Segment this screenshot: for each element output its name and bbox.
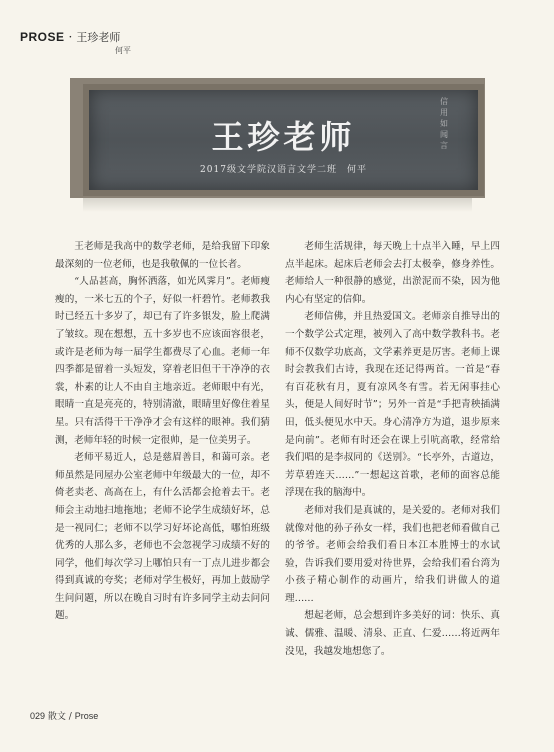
left-column xyxy=(55,238,270,625)
footer-separator: / xyxy=(68,712,72,722)
magazine-name: 散文 xyxy=(47,712,66,722)
article-title: 王珍老师 xyxy=(211,118,356,156)
chalkboard-image xyxy=(83,84,484,196)
paragraph: 老师信佛，并且热爱国文。老师亲自推导出的一个数学公式定理，被列入了高中数学教科书。老师不仅数学功底高，文学素养更是厉害。老师上课时会教我们古诗，我现在还记得两首。一首是“春有百花秋有月，夏有凉风冬有雪。若无闲事挂心头，便是人间好时节”；另外一首是“手把青秧插满田，低头便见水中天。身心清净方为道，退步原来是向前”。老师有时还会在课上引吭高歌，经常给我们唱的是李叔同的《送别》。“长亭外，古道边，芳草碧连天……”一想起这首歌，老师的面容总能浮现在我的脑海中。 xyxy=(285,311,500,499)
board-shadow xyxy=(83,198,472,212)
paragraph: 老师对我们是真诚的，是关爱的。老师对我们就像对他的孙子孙女一样，我们也把老师看做自己的爷爷。老师会给我们看日本江本胜博士的水试验，告诉我们要用爱对待世界，会给我们看台湾为小孩子精心制作的动画片，给我们讲做人的道理…… xyxy=(285,504,500,604)
paragraph: “人品甚高，胸怀洒落，如光风霁月”。老师瘦瘦的，一米七五的个子，好似一杆碧竹。老师教我时已经五十多岁了，却已有了许多银发，脸上爬满了皱纹。现在想想，五十多岁也不应该面容很老，或许是老师为每一届学生都费尽了心血。老师一年四季都是留着一头短发，穿着老旧但干干净净的衣裳，朴素的让人不由自主地亲近。老师眼中有光，眼睛一直是亮亮的，特别清澈，眼睛里好像住着星星。只有活得干干净净才会有这样的眼神。我们猜测，老师年轻的时候一定很帅，是一位美男子。 xyxy=(55,276,270,446)
page-number: 029 xyxy=(30,711,46,721)
paragraph: 老师生活规律，每天晚上十点半入睡，早上四点半起床。起床后老师会去打太极拳，修身养性。老师给人一种很静的感觉，出淤泥而不染，因为他内心有坚定的信仰。 xyxy=(285,241,500,305)
section-tag: PROSE xyxy=(20,30,65,44)
chalk-scribble: 信 用 如 闻 言 xyxy=(440,97,448,150)
magazine-english: Prose xyxy=(74,711,99,721)
header-author: 何平 xyxy=(115,46,131,55)
column-title: 王珍老师 xyxy=(76,31,121,44)
paragraph: 老师平易近人，总是慈眉善目，和蔼可亲。老师虽然是同屋办公室老师中年级最大的一位，却不倚老卖老、高高在上，有什么活都会抢着去干。老师会主动地扫地拖地；老师不论学生成绩好坏，总是一视同仁；老师不以学习好坏论高低，哪怕班级优秀的人那么多，老师也不会忽视学习成绩不好的同学，他们每次学习上哪怕只有一丁点儿进步都会得到真诚的夸奖；老师对学生极好，再加上鼓励学生问问题，所以在晚自习时有许多同学主动去问问题。 xyxy=(55,452,270,622)
paragraph: 王老师是我高中的数学老师，是给我留下印象最深刻的一位老师，也是我敬佩的一位长者。 xyxy=(55,241,270,270)
separator-dot: · xyxy=(68,30,73,44)
paragraph: 想起老师，总会想到许多美好的词：快乐、真诚、儒雅、温暖、清泉、正直、仁爱……将近两年没见，我越发地想您了。 xyxy=(285,610,500,657)
right-column xyxy=(285,238,500,660)
page-footer xyxy=(30,709,98,722)
page-header xyxy=(20,30,120,44)
article-byline: 2017级文学院汉语言文学二班 何平 xyxy=(200,165,367,175)
